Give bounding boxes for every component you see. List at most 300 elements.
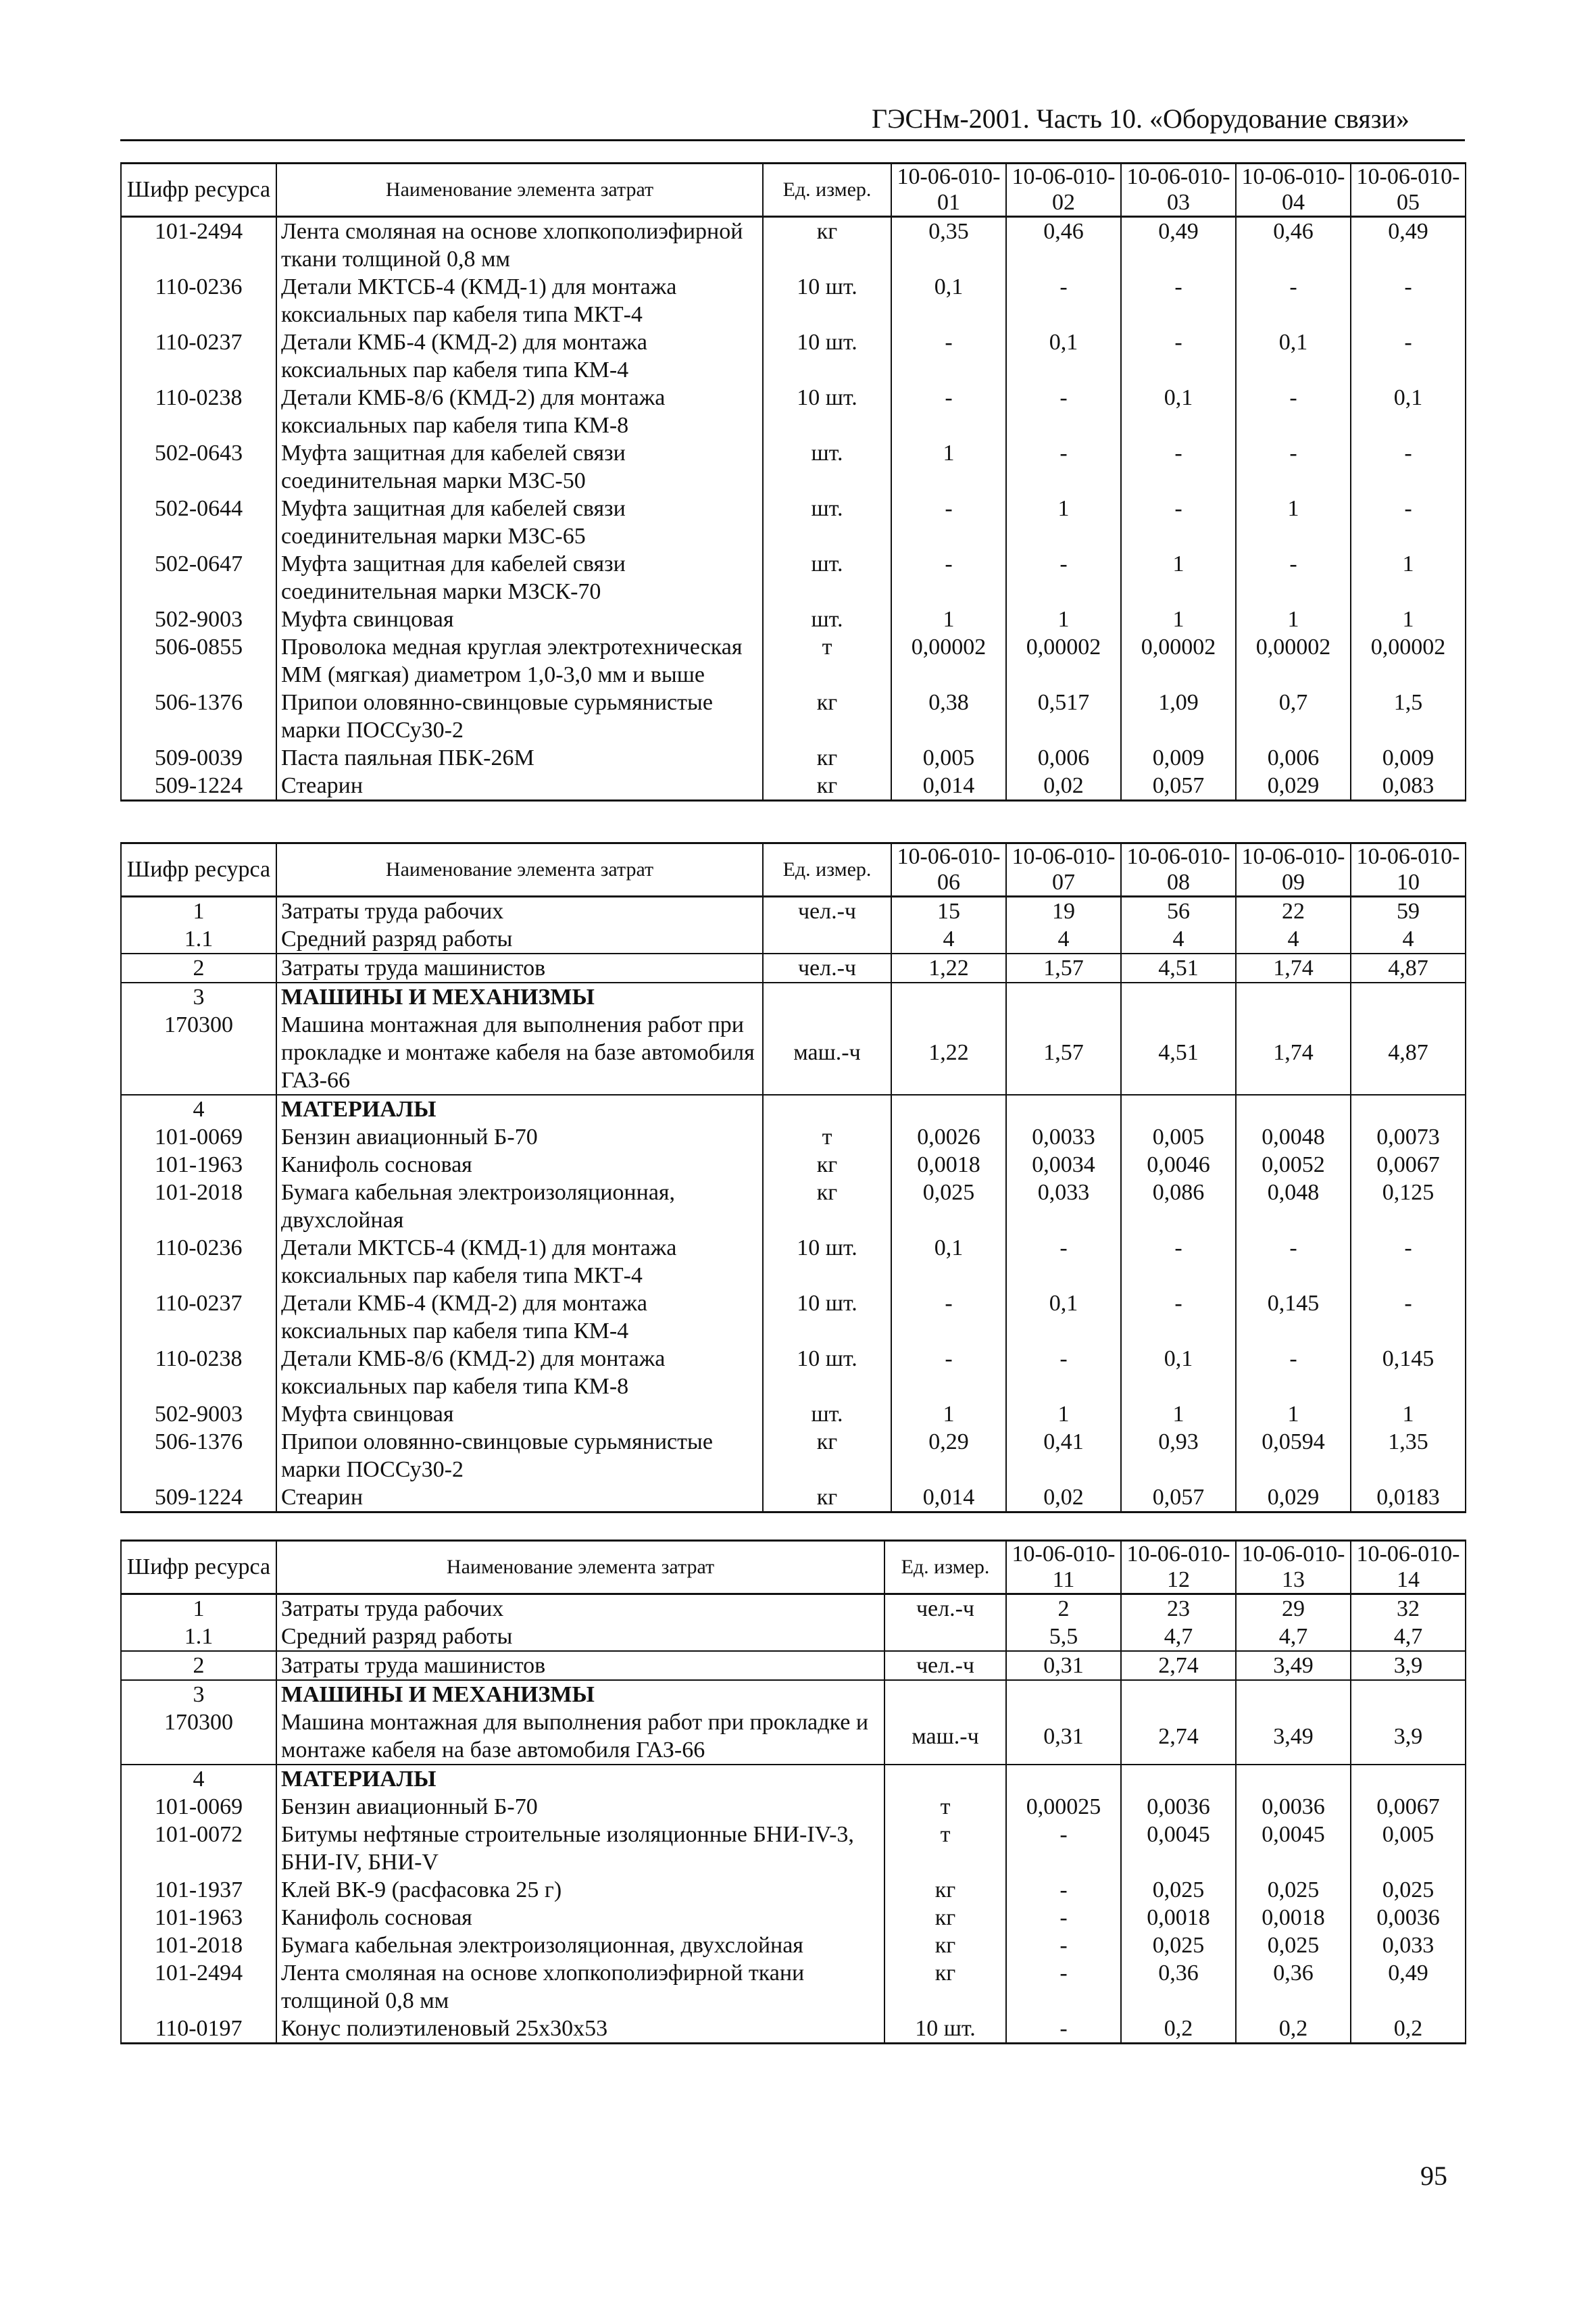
norm-value: - — [1236, 273, 1351, 328]
norm-value: 0,0594 — [1236, 1428, 1351, 1483]
table-row — [121, 1483, 1466, 1512]
cost-element-name: Битумы нефтяные строительные изоляционные БНИ-IV-3, БНИ-IV, БНИ-V — [276, 1821, 884, 1876]
resource-code: 2 — [121, 954, 276, 983]
norm-value: - — [1236, 384, 1351, 439]
unit-of-measure: 10 шт. — [763, 1234, 891, 1289]
unit-of-measure: 10 шт. — [763, 1289, 891, 1345]
unit-of-measure: шт. — [763, 1400, 891, 1428]
norm-value: 2,74 — [1121, 1651, 1236, 1680]
cost-element-name: Средний разряд работы — [276, 925, 763, 954]
norm-value: - — [1351, 495, 1466, 550]
resource-code: 1.1 — [121, 925, 276, 954]
cost-element-name: Затраты труда машинистов — [276, 954, 763, 983]
norm-value: 1 — [1236, 495, 1351, 550]
cost-element-name: Бензин авиационный Б-70 — [276, 1793, 884, 1821]
norm-value: 4 — [891, 925, 1006, 954]
norm-value: - — [1006, 1931, 1121, 1959]
column-header: 10-06-010-02 — [1006, 164, 1121, 217]
resource-code: 101-2494 — [121, 1959, 276, 2015]
resource-code: 110-0238 — [121, 1345, 276, 1400]
norm-value: - — [1121, 439, 1236, 495]
norm-value: 0,125 — [1351, 1179, 1466, 1234]
table-row — [121, 1594, 1466, 1623]
column-header: 10-06-010-11 — [1006, 1541, 1121, 1594]
norm-value: 0,0033 — [1006, 1123, 1121, 1151]
document-header: ГЭСНм-2001. Часть 10. «Оборудование связи» — [872, 103, 1410, 134]
norm-value — [1236, 1680, 1351, 1708]
norm-value: 0,033 — [1006, 1179, 1121, 1234]
norm-value: 0,00002 — [891, 633, 1006, 689]
norm-value: 19 — [1006, 897, 1121, 926]
norm-value: 4 — [1121, 925, 1236, 954]
norm-value: - — [891, 1345, 1006, 1400]
norm-value: 0,057 — [1121, 1483, 1236, 1512]
norm-value: 1 — [1236, 606, 1351, 633]
norm-value: 4,51 — [1121, 954, 1236, 983]
norm-value: - — [1006, 550, 1121, 606]
cost-element-name: Бензин авиационный Б-70 — [276, 1123, 763, 1151]
norm-value: 1,57 — [1006, 1011, 1121, 1095]
table-row — [121, 1651, 1466, 1680]
unit-of-measure: кг — [884, 1876, 1006, 1904]
unit-of-measure — [763, 925, 891, 954]
table-row — [121, 1428, 1466, 1483]
column-header: Ед. измер. — [763, 164, 891, 217]
norm-value: 0,0046 — [1121, 1151, 1236, 1179]
resource-code: 502-0643 — [121, 439, 276, 495]
column-header: 10-06-010-13 — [1236, 1541, 1351, 1594]
cost-element-name: Муфта защитная для кабелей связи соединительная марки МЗС-50 — [276, 439, 763, 495]
norm-value: 4 — [1236, 925, 1351, 954]
cost-element-name: Затраты труда машинистов — [276, 1651, 884, 1680]
table-row — [121, 1234, 1466, 1289]
table-row — [121, 633, 1466, 689]
resource-table-2 — [120, 842, 1466, 1513]
norm-value: 0,46 — [1236, 217, 1351, 274]
norm-value: - — [1006, 2015, 1121, 2044]
unit-of-measure: чел.-ч — [884, 1594, 1006, 1623]
resource-code: 110-0197 — [121, 2015, 276, 2044]
norm-value: - — [1121, 273, 1236, 328]
norm-value — [1236, 1765, 1351, 1793]
norm-value: 4,7 — [1236, 1623, 1351, 1651]
resource-code: 101-1937 — [121, 1876, 276, 1904]
section-row — [121, 1765, 1466, 1793]
resource-table-3 — [120, 1540, 1466, 2044]
unit-of-measure: т — [763, 1123, 891, 1151]
unit-of-measure: кг — [884, 1904, 1006, 1931]
norm-value: - — [1006, 1904, 1121, 1931]
unit-of-measure: кг — [763, 772, 891, 801]
unit-of-measure: чел.-ч — [884, 1651, 1006, 1680]
norm-value: 0,025 — [891, 1179, 1006, 1234]
table-row — [121, 1959, 1466, 2015]
norm-value: 0,2 — [1121, 2015, 1236, 2044]
cost-element-name: МАШИНЫ И МЕХАНИЗМЫ — [276, 983, 763, 1011]
column-header: 10-06-010-14 — [1351, 1541, 1466, 1594]
norm-value: 0,145 — [1351, 1345, 1466, 1400]
resource-code: 1 — [121, 897, 276, 926]
table-row — [121, 1821, 1466, 1876]
norm-value: 0,1 — [891, 273, 1006, 328]
norm-value: 0,1 — [1006, 1289, 1121, 1345]
unit-of-measure: чел.-ч — [763, 897, 891, 926]
table-row — [121, 328, 1466, 384]
column-header: Шифр ресурса — [121, 164, 276, 217]
norm-value: 0,0018 — [891, 1151, 1006, 1179]
unit-of-measure: т — [884, 1821, 1006, 1876]
norm-value — [1351, 983, 1466, 1011]
norm-value: 0,025 — [1351, 1876, 1466, 1904]
table-row — [121, 384, 1466, 439]
unit-of-measure: чел.-ч — [763, 954, 891, 983]
resource-code: 101-0069 — [121, 1123, 276, 1151]
norm-value: 0,1 — [1236, 328, 1351, 384]
norm-value: 0,1 — [1351, 384, 1466, 439]
unit-of-measure: кг — [884, 1959, 1006, 2015]
norm-value: 0,0067 — [1351, 1151, 1466, 1179]
norm-value: 1 — [1121, 606, 1236, 633]
norm-value: - — [891, 1289, 1006, 1345]
norm-value: - — [891, 495, 1006, 550]
norm-value: 22 — [1236, 897, 1351, 926]
table-row — [121, 925, 1466, 954]
column-header: 10-06-010-03 — [1121, 164, 1236, 217]
norm-value: 0,083 — [1351, 772, 1466, 801]
norm-value: 0,014 — [891, 1483, 1006, 1512]
norm-value: - — [891, 550, 1006, 606]
norm-value: 0,006 — [1006, 744, 1121, 772]
resource-code: 101-1963 — [121, 1151, 276, 1179]
cost-element-name: Детали КМБ-4 (КМД-2) для монтажа коксиальных пар кабеля типа КМ-4 — [276, 1289, 763, 1345]
norm-value: - — [1006, 1234, 1121, 1289]
cost-element-name: Бумага кабельная электроизоляционная, двухслойная — [276, 1931, 884, 1959]
cost-element-name: Проволока медная круглая электротехническая ММ (мягкая) диаметром 1,0-3,0 мм и выше — [276, 633, 763, 689]
norm-value: - — [1236, 1234, 1351, 1289]
cost-element-name: Припои оловянно-свинцовые сурьмянистые марки ПОССу30-2 — [276, 689, 763, 744]
cost-element-name: Муфта защитная для кабелей связи соединительная марки МЗСК-70 — [276, 550, 763, 606]
norm-value — [1236, 1095, 1351, 1123]
resource-code: 2 — [121, 1651, 276, 1680]
norm-value: 1 — [891, 439, 1006, 495]
table-row — [121, 1179, 1466, 1234]
column-header: Наименование элемента затрат — [276, 843, 763, 897]
norm-value: 0,025 — [1121, 1931, 1236, 1959]
norm-value: 0,41 — [1006, 1428, 1121, 1483]
norm-value: 0,517 — [1006, 689, 1121, 744]
cost-element-name: Детали МКТСБ-4 (КМД-1) для монтажа коксиальных пар кабеля типа МКТ-4 — [276, 1234, 763, 1289]
norm-value — [891, 983, 1006, 1011]
norm-value: - — [1121, 495, 1236, 550]
resource-code: 170300 — [121, 1708, 276, 1765]
unit-of-measure: кг — [763, 1483, 891, 1512]
norm-value: 32 — [1351, 1594, 1466, 1623]
unit-of-measure: 10 шт. — [884, 2015, 1006, 2044]
header-row — [121, 1541, 1466, 1594]
norm-value: 4,51 — [1121, 1011, 1236, 1095]
norm-value: 0,7 — [1236, 689, 1351, 744]
column-header: Ед. измер. — [763, 843, 891, 897]
unit-of-measure: кг — [763, 1179, 891, 1234]
norm-value: 1,74 — [1236, 1011, 1351, 1095]
resource-code: 502-9003 — [121, 1400, 276, 1428]
unit-of-measure: маш.-ч — [763, 1011, 891, 1095]
norm-value: 0,00025 — [1006, 1793, 1121, 1821]
norm-value: 0,086 — [1121, 1179, 1236, 1234]
table-row — [121, 1289, 1466, 1345]
norm-value: 0,46 — [1006, 217, 1121, 274]
resource-code: 4 — [121, 1765, 276, 1793]
norm-value: 0,025 — [1121, 1876, 1236, 1904]
norm-value: 1,35 — [1351, 1428, 1466, 1483]
norm-value — [1351, 1765, 1466, 1793]
norm-value: 23 — [1121, 1594, 1236, 1623]
table-row — [121, 273, 1466, 328]
column-header: 10-06-010-10 — [1351, 843, 1466, 897]
norm-value: 4 — [1006, 925, 1121, 954]
norm-value: 0,00002 — [1121, 633, 1236, 689]
norm-value: - — [1236, 550, 1351, 606]
norm-value — [1121, 1095, 1236, 1123]
header-row — [121, 164, 1466, 217]
unit-of-measure: т — [763, 633, 891, 689]
norm-value: 4,7 — [1121, 1623, 1236, 1651]
norm-value: 0,0036 — [1236, 1793, 1351, 1821]
resource-code: 101-1963 — [121, 1904, 276, 1931]
unit-of-measure — [884, 1765, 1006, 1793]
resource-table-1 — [120, 162, 1466, 802]
norm-value: 1 — [891, 606, 1006, 633]
norm-value: 0,057 — [1121, 772, 1236, 801]
norm-value: 0,36 — [1236, 1959, 1351, 2015]
norm-value: 0,1 — [891, 1234, 1006, 1289]
norm-value: 1 — [1006, 1400, 1121, 1428]
norm-value: 0,006 — [1236, 744, 1351, 772]
section-row — [121, 1680, 1466, 1708]
norm-value: 0,93 — [1121, 1428, 1236, 1483]
norm-value: - — [1121, 1234, 1236, 1289]
norm-value: 0,0018 — [1121, 1904, 1236, 1931]
cost-element-name: Детали МКТСБ-4 (КМД-1) для монтажа коксиальных пар кабеля типа МКТ-4 — [276, 273, 763, 328]
column-header: Наименование элемента затрат — [276, 1541, 884, 1594]
table-row — [121, 1011, 1466, 1095]
table-row — [121, 897, 1466, 926]
resource-code: 110-0237 — [121, 1289, 276, 1345]
norm-value: - — [1236, 439, 1351, 495]
column-header: 10-06-010-01 — [891, 164, 1006, 217]
norm-value: - — [1236, 1345, 1351, 1400]
cost-element-name: Детали КМБ-4 (КМД-2) для монтажа коксиальных пар кабеля типа КМ-4 — [276, 328, 763, 384]
norm-value: 56 — [1121, 897, 1236, 926]
norm-value: 2 — [1006, 1594, 1121, 1623]
norm-value: - — [891, 384, 1006, 439]
unit-of-measure — [763, 1095, 891, 1123]
cost-element-name: Муфта свинцовая — [276, 1400, 763, 1428]
norm-value: - — [891, 328, 1006, 384]
norm-value: - — [1351, 439, 1466, 495]
cost-element-name: Бумага кабельная электроизоляционная, двухслойная — [276, 1179, 763, 1234]
unit-of-measure: шт. — [763, 606, 891, 633]
table-row — [121, 1123, 1466, 1151]
resource-code: 1 — [121, 1594, 276, 1623]
norm-value: 2,74 — [1121, 1708, 1236, 1765]
resource-code: 101-2018 — [121, 1931, 276, 1959]
norm-value — [1351, 1680, 1466, 1708]
norm-value: 0,0045 — [1121, 1821, 1236, 1876]
norm-value — [891, 1095, 1006, 1123]
norm-value: - — [1006, 439, 1121, 495]
resource-code: 101-0069 — [121, 1793, 276, 1821]
unit-of-measure: кг — [884, 1931, 1006, 1959]
cost-element-name: Машина монтажная для выполнения работ при прокладке и монтаже кабеля на базе автомобиля ГАЗ-66 — [276, 1708, 884, 1765]
cost-element-name: Стеарин — [276, 772, 763, 801]
norm-value: 0,29 — [891, 1428, 1006, 1483]
column-header: 10-06-010-12 — [1121, 1541, 1236, 1594]
column-header: 10-06-010-05 — [1351, 164, 1466, 217]
table-row — [121, 772, 1466, 801]
norm-value: 1 — [1006, 495, 1121, 550]
norm-value: 1 — [1236, 1400, 1351, 1428]
norm-value: 1,57 — [1006, 954, 1121, 983]
resource-code: 506-0855 — [121, 633, 276, 689]
resource-code: 101-0072 — [121, 1821, 276, 1876]
table-row — [121, 495, 1466, 550]
norm-value: 1 — [1351, 550, 1466, 606]
cost-element-name: Клей ВК-9 (расфасовка 25 г) — [276, 1876, 884, 1904]
table-row — [121, 1876, 1466, 1904]
norm-value: 0,02 — [1006, 1483, 1121, 1512]
table-row — [121, 439, 1466, 495]
norm-value: 0,145 — [1236, 1289, 1351, 1345]
norm-value: 1,22 — [891, 1011, 1006, 1095]
norm-value: 29 — [1236, 1594, 1351, 1623]
column-header: 10-06-010-06 — [891, 843, 1006, 897]
norm-value: - — [1006, 273, 1121, 328]
norm-value: 3,9 — [1351, 1708, 1466, 1765]
norm-value — [1006, 1765, 1121, 1793]
cost-element-name: Лента смоляная на основе хлопкополиэфирной ткани толщиной 0,8 мм — [276, 1959, 884, 2015]
resource-code: 1.1 — [121, 1623, 276, 1651]
resource-code: 502-0647 — [121, 550, 276, 606]
norm-value: 0,0048 — [1236, 1123, 1351, 1151]
cost-element-name: Припои оловянно-свинцовые сурьмянистые марки ПОССу30-2 — [276, 1428, 763, 1483]
resource-code: 509-1224 — [121, 772, 276, 801]
resource-code: 506-1376 — [121, 1428, 276, 1483]
cost-element-name: Стеарин — [276, 1483, 763, 1512]
table-row — [121, 689, 1466, 744]
resource-code: 502-9003 — [121, 606, 276, 633]
norm-value: 0,0018 — [1236, 1904, 1351, 1931]
norm-value: 5,5 — [1006, 1623, 1121, 1651]
cost-element-name: Канифоль сосновая — [276, 1904, 884, 1931]
resource-code: 3 — [121, 1680, 276, 1708]
table-row — [121, 744, 1466, 772]
table-row — [121, 606, 1466, 633]
unit-of-measure: кг — [763, 1151, 891, 1179]
norm-value — [1351, 1095, 1466, 1123]
cost-element-name: Конус полиэтиленовый 25х30х53 — [276, 2015, 884, 2044]
cost-element-name: Лента смоляная на основе хлопкополиэфирной ткани толщиной 0,8 мм — [276, 217, 763, 274]
section-row — [121, 1095, 1466, 1123]
norm-value — [1121, 983, 1236, 1011]
norm-value: 0,009 — [1121, 744, 1236, 772]
unit-of-measure: шт. — [763, 550, 891, 606]
norm-value: 59 — [1351, 897, 1466, 926]
resource-code: 506-1376 — [121, 689, 276, 744]
table-row — [121, 1931, 1466, 1959]
norm-value: 0,048 — [1236, 1179, 1351, 1234]
cost-element-name: Средний разряд работы — [276, 1623, 884, 1651]
header-row — [121, 843, 1466, 897]
norm-value: 0,0036 — [1121, 1793, 1236, 1821]
resource-code: 170300 — [121, 1011, 276, 1095]
header-rule — [120, 139, 1465, 141]
norm-value: - — [1121, 1289, 1236, 1345]
unit-of-measure — [763, 983, 891, 1011]
norm-value: 0,00002 — [1006, 633, 1121, 689]
norm-value — [1006, 1095, 1121, 1123]
resource-code: 509-0039 — [121, 744, 276, 772]
cost-element-name: Муфта защитная для кабелей связи соединительная марки МЗС-65 — [276, 495, 763, 550]
norm-value: - — [1351, 1234, 1466, 1289]
norm-value: 0,00002 — [1236, 633, 1351, 689]
norm-value: 0,0036 — [1351, 1904, 1466, 1931]
norm-value: 0,49 — [1121, 217, 1236, 274]
norm-value: 0,2 — [1351, 2015, 1466, 2044]
norm-value: - — [1351, 1289, 1466, 1345]
column-header: Шифр ресурса — [121, 1541, 276, 1594]
resource-code: 502-0644 — [121, 495, 276, 550]
norm-value — [1006, 983, 1121, 1011]
norm-value: 0,49 — [1351, 1959, 1466, 2015]
norm-value: 0,49 — [1351, 217, 1466, 274]
table-row — [121, 1400, 1466, 1428]
unit-of-measure: кг — [763, 744, 891, 772]
norm-value: 4,87 — [1351, 1011, 1466, 1095]
column-header: 10-06-010-09 — [1236, 843, 1351, 897]
norm-value: - — [1121, 328, 1236, 384]
cost-element-name: Канифоль сосновая — [276, 1151, 763, 1179]
norm-value: 0,005 — [891, 744, 1006, 772]
norm-value: 0,014 — [891, 772, 1006, 801]
norm-value: 0,0073 — [1351, 1123, 1466, 1151]
table-row — [121, 1345, 1466, 1400]
cost-element-name: Детали КМБ-8/6 (КМД-2) для монтажа коксиальных пар кабеля типа КМ-8 — [276, 384, 763, 439]
norm-value — [1006, 1680, 1121, 1708]
norm-value: 0,38 — [891, 689, 1006, 744]
norm-value: 0,025 — [1236, 1931, 1351, 1959]
table-row — [121, 1708, 1466, 1765]
norm-value: 0,005 — [1121, 1123, 1236, 1151]
norm-value: 1,5 — [1351, 689, 1466, 744]
cost-element-name: Машина монтажная для выполнения работ при прокладке и монтаже кабеля на базе автомобиля ГАЗ-66 — [276, 1011, 763, 1095]
norm-value: - — [1006, 384, 1121, 439]
resource-code: 101-2494 — [121, 217, 276, 274]
page-number: 95 — [1420, 2161, 1447, 2191]
unit-of-measure: шт. — [763, 495, 891, 550]
cost-element-name: Паста паяльная ПБК-26М — [276, 744, 763, 772]
resource-code: 4 — [121, 1095, 276, 1123]
norm-value: 0,005 — [1351, 1821, 1466, 1876]
norm-value: 4 — [1351, 925, 1466, 954]
norm-value: 0,02 — [1006, 772, 1121, 801]
resource-code: 110-0236 — [121, 273, 276, 328]
table-row — [121, 217, 1466, 274]
resource-code: 110-0236 — [121, 1234, 276, 1289]
norm-value: - — [1351, 328, 1466, 384]
norm-value: 0,1 — [1006, 328, 1121, 384]
norm-value: 3,9 — [1351, 1651, 1466, 1680]
